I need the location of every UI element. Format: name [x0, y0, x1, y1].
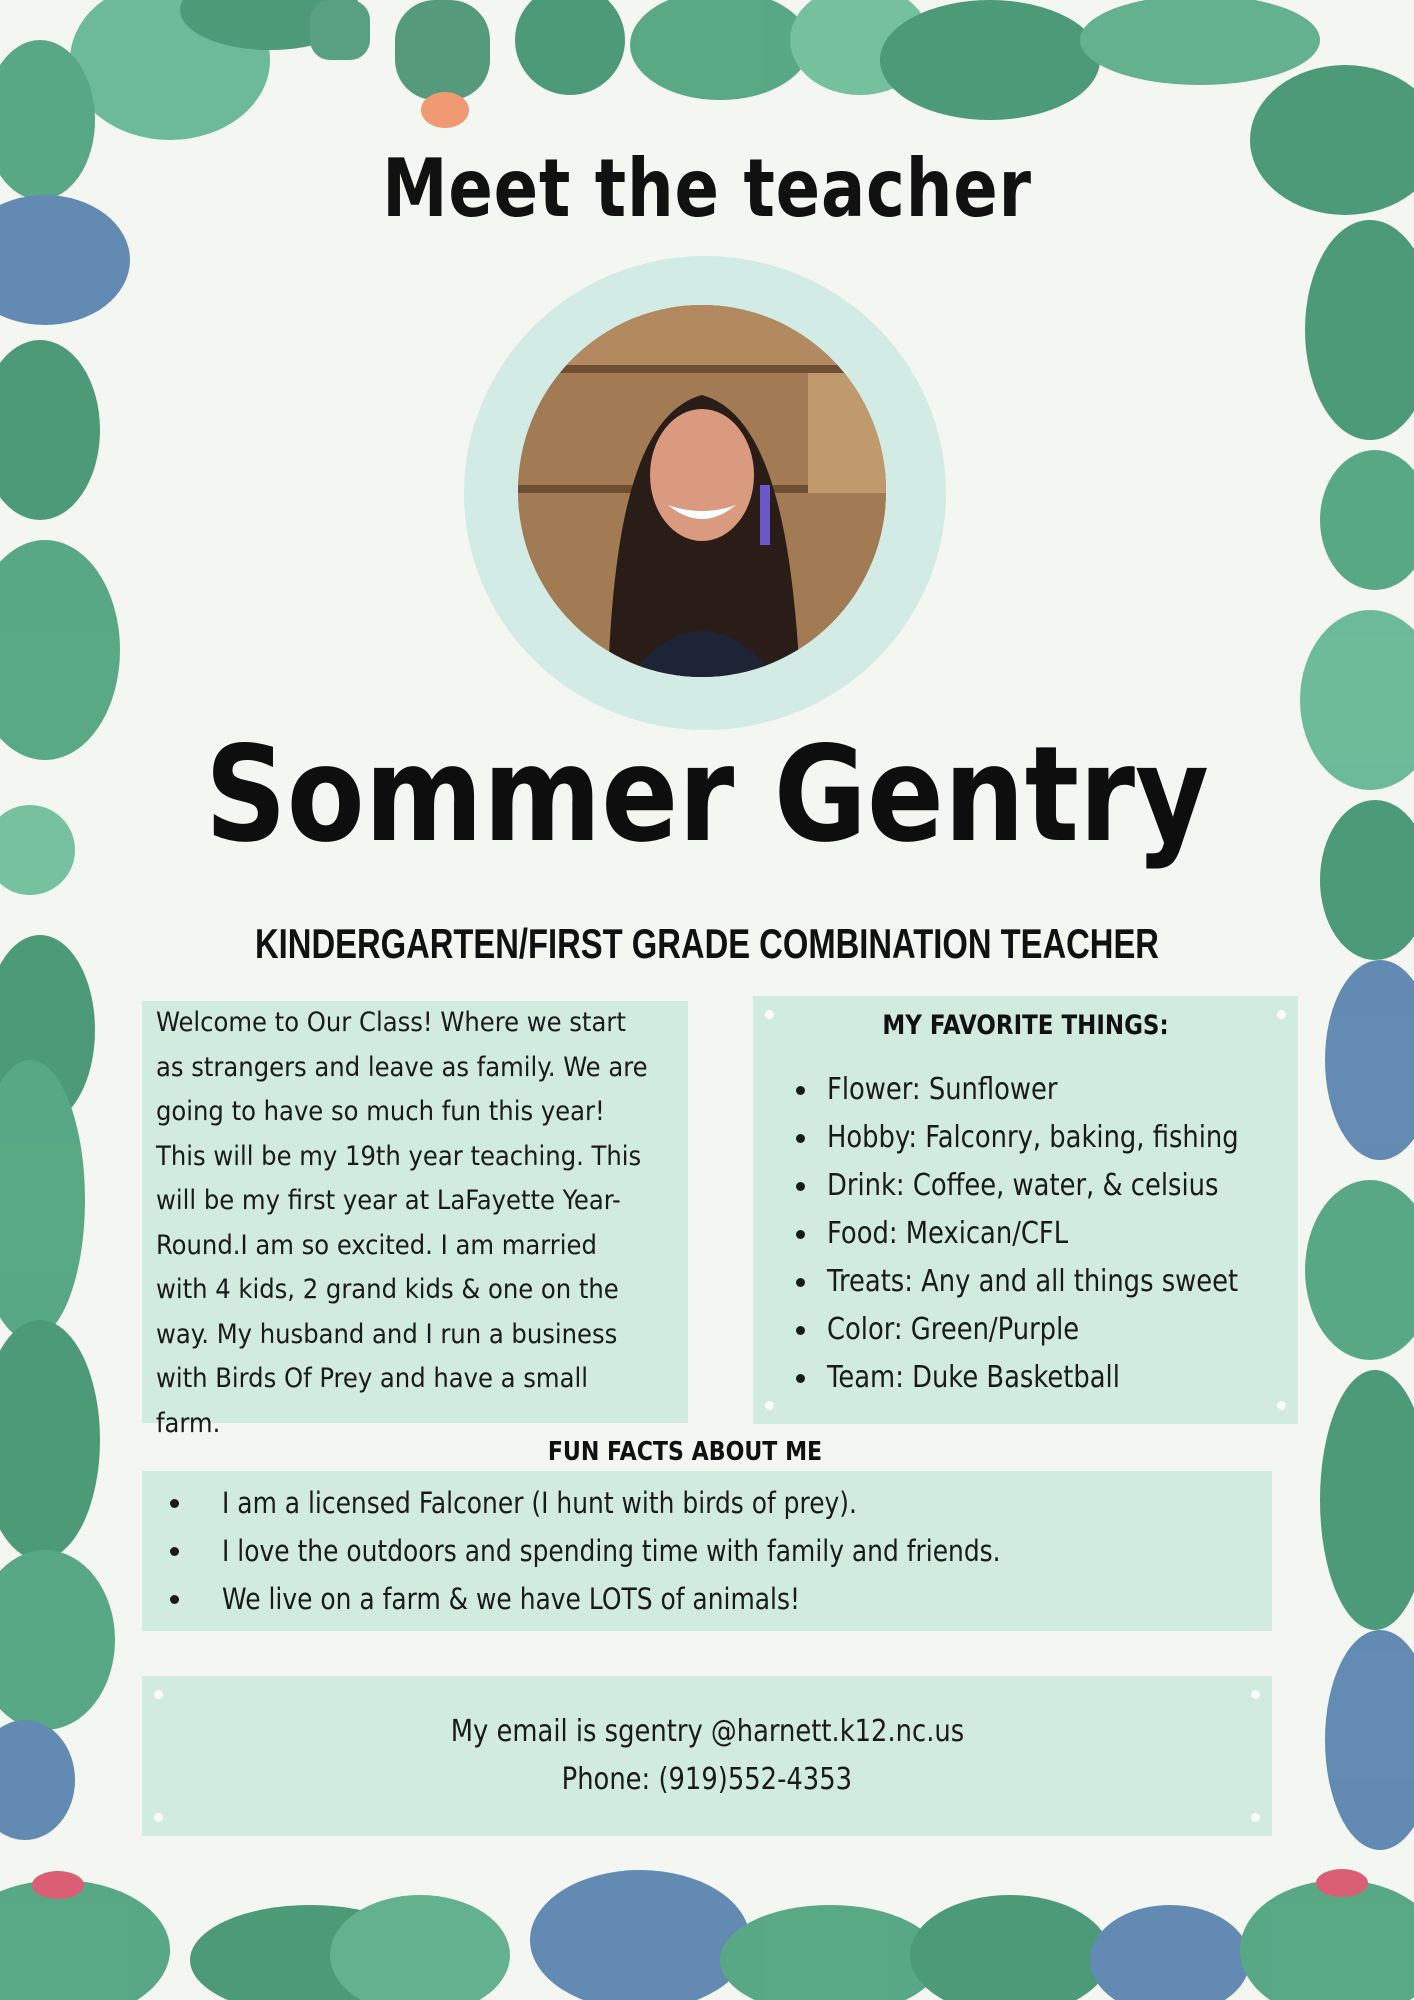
panel-corner-dot: [765, 1401, 774, 1410]
welcome-line: farm.: [156, 1407, 221, 1439]
welcome-line: with Birds Of Prey and have a small: [156, 1363, 588, 1394]
favorite-item: Food: Mexican/CFL: [791, 1210, 1306, 1258]
welcome-line: This will be my 19th year teaching. This: [156, 1140, 642, 1172]
favorites-title: MY FAVORITE THINGS:: [882, 1010, 1169, 1041]
welcome-line: with 4 kids, 2 grand kids & one on the: [156, 1274, 619, 1305]
teacher-photo: [518, 305, 886, 677]
panel-corner-dot: [1277, 1401, 1286, 1410]
email-line: My email is sgentry @harnett.k12.nc.us: [450, 1714, 964, 1749]
fun-fact-item: I am a licensed Falconer (I hunt with birds of prey).: [170, 1479, 1127, 1527]
favorites-list: [791, 1066, 1306, 1402]
favorite-item: Flower: Sunflower: [791, 1066, 1306, 1114]
fun-fact-item: We live on a farm & we have LOTS of animals!: [170, 1575, 1127, 1623]
contact-panel: [142, 1676, 1272, 1836]
phone-line: Phone: (919)552-4353: [561, 1762, 853, 1797]
panel-corner-dot: [1251, 1813, 1260, 1822]
welcome-line: going to have so much fun this year!: [156, 1096, 605, 1127]
favorite-item: Hobby: Falconry, baking, fishing: [791, 1114, 1306, 1162]
welcome-line: Welcome to Our Class! Where we start: [156, 1007, 626, 1038]
fun-fact-item: I love the outdoors and spending time with family and friends.: [170, 1527, 1127, 1575]
fun-facts-panel: [142, 1471, 1272, 1631]
teacher-portrait-icon: [518, 305, 886, 677]
panel-corner-dot: [765, 1010, 774, 1019]
welcome-line: way. My husband and I run a business: [156, 1318, 618, 1350]
favorite-item: Team: Duke Basketball: [791, 1354, 1306, 1402]
welcome-line: as strangers and leave as family. We are: [156, 1051, 648, 1083]
teacher-name: Sommer Gentry: [204, 718, 1210, 872]
welcome-line: Round.I am so excited. I am married: [156, 1229, 597, 1261]
favorites-panel: [753, 996, 1298, 1424]
panel-corner-dot: [154, 1813, 163, 1822]
welcome-text: [156, 1001, 686, 1446]
favorite-item: Treats: Any and all things sweet: [791, 1258, 1306, 1306]
teacher-role: KINDERGARTEN/FIRST GRADE COMBINATION TEACHER: [255, 920, 1159, 967]
favorite-item: Drink: Coffee, water, & celsius: [791, 1162, 1306, 1210]
panel-corner-dot: [1251, 1690, 1260, 1699]
panel-corner-dot: [1277, 1010, 1286, 1019]
page-title: Meet the teacher: [382, 142, 1032, 235]
fun-facts-title: FUN FACTS ABOUT ME: [547, 1437, 823, 1467]
welcome-panel: [142, 1001, 688, 1439]
welcome-line: will be my first year at LaFayette Year-: [156, 1185, 621, 1216]
panel-corner-dot: [154, 1690, 163, 1699]
fun-facts-list: [170, 1479, 1127, 1623]
favorite-item: Color: Green/Purple: [791, 1306, 1306, 1354]
